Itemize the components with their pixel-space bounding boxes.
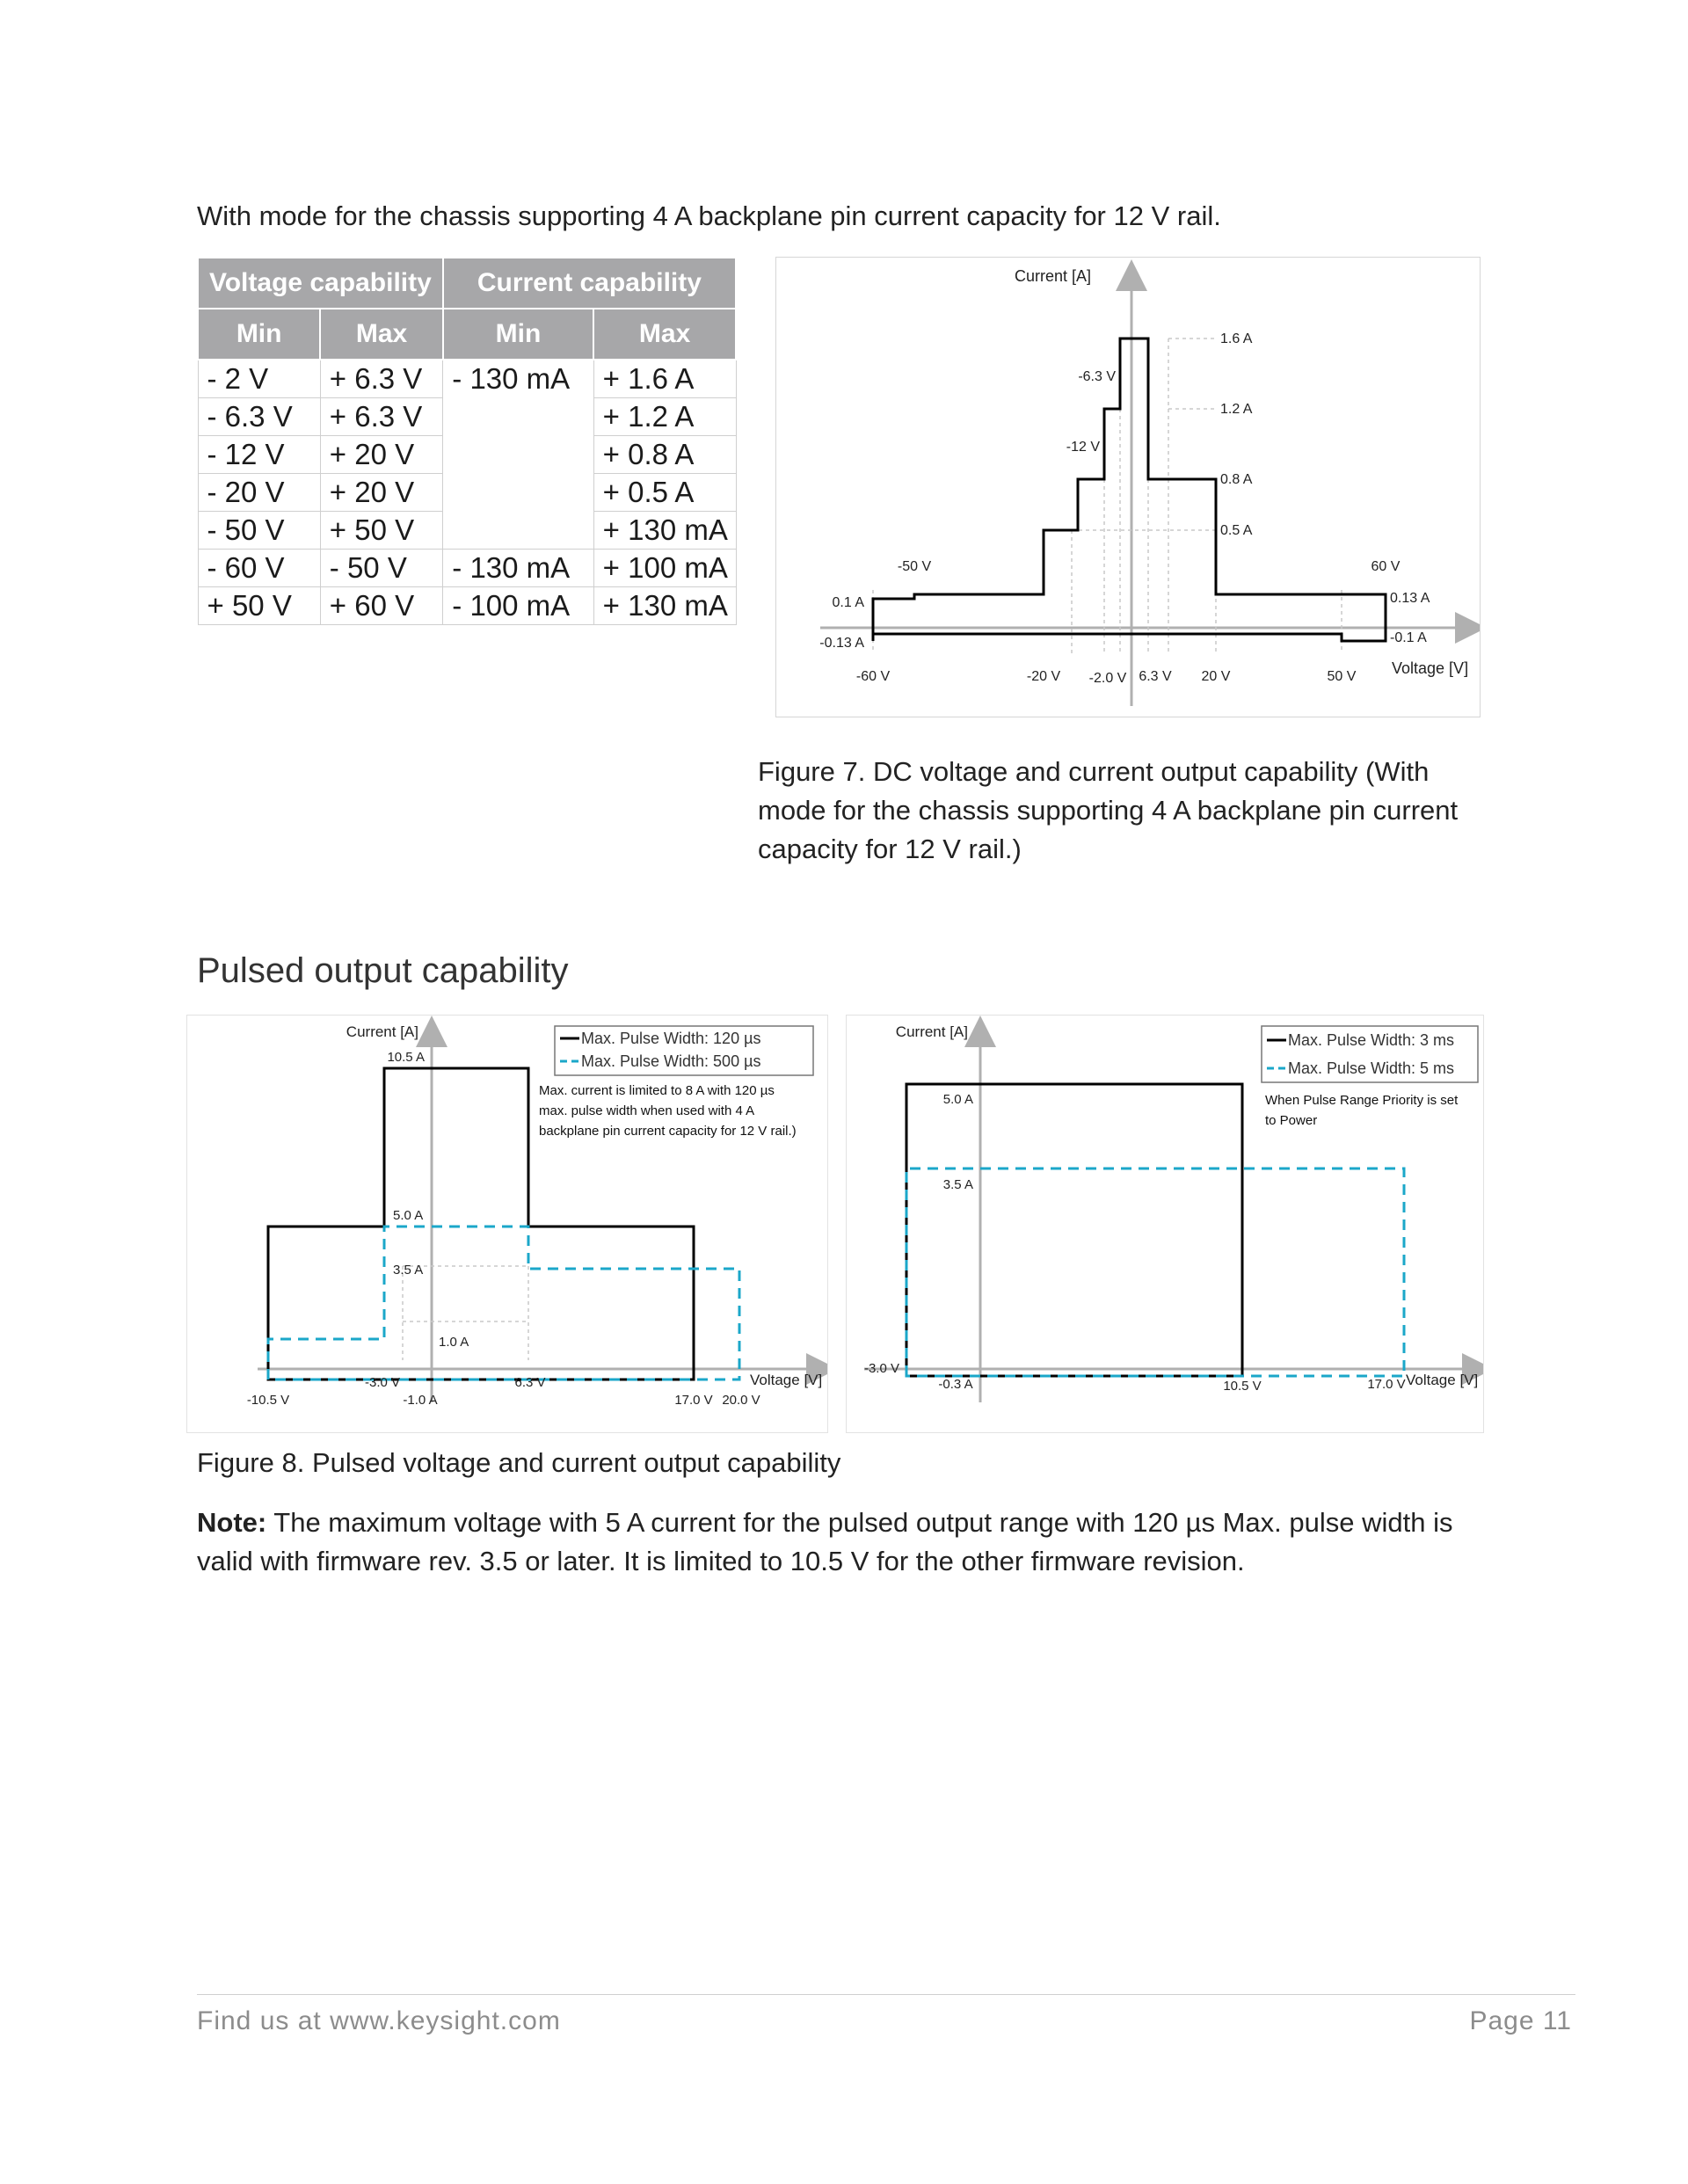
header-voltage-max: Max	[320, 309, 442, 360]
fig8a-label-17v: 17.0 V	[674, 1393, 713, 1408]
fig8a-label-neg-3v: -3.0 V	[364, 1375, 401, 1390]
fig8b-label-neg-0-3a: -0.3 A	[938, 1377, 973, 1392]
fig8a-y-axis-label: Current [A]	[346, 1023, 418, 1040]
figure-8-pulse-us	[186, 1015, 828, 1433]
table-cell: + 20 V	[320, 436, 442, 474]
fig7-label-6-3v: 6.3 V	[1139, 669, 1172, 684]
table-cell: - 20 V	[198, 474, 320, 512]
intro-text: With mode for the chassis supporting 4 A backplane pin current capacity for 12 V rail.	[197, 200, 1221, 231]
figure-7-caption: Figure 7. DC voltage and current output capability (With mode for the chassis supporting 4 A backplane pin current capacity for 12 V rail.)	[758, 756, 1459, 864]
fig7-label-60v: 60 V	[1371, 559, 1401, 574]
header-current-capability: Current capability	[443, 258, 736, 309]
fig7-label-neg-2v: -2.0 V	[1088, 671, 1127, 686]
fig8a-label-20v: 20.0 V	[722, 1393, 760, 1408]
header-current-max: Max	[593, 309, 736, 360]
table-row	[198, 436, 736, 474]
fig7-label-0-8a: 0.8 A	[1220, 472, 1253, 487]
table-cell: - 12 V	[198, 436, 320, 474]
legend-5ms: Max. Pulse Width: 5 ms	[1288, 1059, 1455, 1077]
fig7-label-neg-50v: -50 V	[897, 559, 932, 574]
table-row	[198, 360, 736, 398]
fig7-y-axis-label: Current [A]	[1014, 267, 1091, 285]
table-cell: - 6.3 V	[198, 398, 320, 436]
fig8b-label-neg-3v: -3.0 V	[863, 1361, 899, 1376]
table-cell: + 50 V	[198, 587, 320, 625]
fig7-label-0-1a: 0.1 A	[832, 595, 864, 610]
fig8b-note-line-1: When Pulse Range Priority is set	[1265, 1093, 1459, 1108]
header-voltage-min: Min	[198, 309, 320, 360]
note-text: The maximum voltage with 5 A current for the pulsed output range with 120 µs Max. pulse width is valid with firmware rev. 3.5 or later. It is limited to 10.5 V for the other firmware revision.	[197, 1507, 1453, 1576]
section-title: Pulsed output capability	[197, 951, 569, 990]
fig8b-note-line-2: to Power	[1265, 1113, 1318, 1128]
table-cell: - 130 mA	[443, 550, 593, 587]
fig7-label-neg-12v: -12 V	[1066, 440, 1100, 455]
figure-8a-diagram	[187, 1016, 827, 1432]
table-cell	[443, 398, 593, 436]
note-paragraph	[197, 1503, 1516, 1581]
fig7-label-0-5a: 0.5 A	[1220, 523, 1253, 538]
header-current-min: Min	[443, 309, 593, 360]
figure-8-pulse-ms	[846, 1015, 1484, 1433]
table-cell: - 50 V	[198, 512, 320, 550]
fig8b-label-5a: 5.0 A	[942, 1092, 973, 1107]
table-cell: + 100 mA	[593, 550, 736, 587]
fig7-label-20v: 20 V	[1201, 669, 1231, 684]
figure-7-diagram	[776, 258, 1480, 717]
fig8a-label-10-5a: 10.5 A	[387, 1050, 425, 1065]
table-row	[198, 512, 736, 550]
fig8a-note-line-3: backplane pin current capacity for 12 V rail.)	[539, 1124, 797, 1139]
fig8a-label-5a: 5.0 A	[393, 1208, 424, 1223]
footer-page-number: Page 11	[1469, 2006, 1572, 2035]
fig7-envelope	[873, 339, 1386, 641]
fig8b-solid-envelope	[906, 1084, 1242, 1376]
table-row	[198, 587, 736, 625]
table-cell: - 130 mA	[443, 360, 593, 398]
table-cell: + 1.6 A	[593, 360, 736, 398]
fig7-label-neg-0-13a: -0.13 A	[819, 636, 864, 651]
table-cell	[443, 474, 593, 512]
fig7-label-1-2a: 1.2 A	[1220, 402, 1253, 417]
figure-8b-diagram	[847, 1016, 1483, 1432]
table-cell: - 60 V	[198, 550, 320, 587]
fig8a-label-6-3v: 6.3 V	[514, 1375, 546, 1390]
table-cell: + 50 V	[320, 512, 442, 550]
table-cell: + 1.2 A	[593, 398, 736, 436]
note-label: Note:	[197, 1507, 267, 1538]
fig8b-x-axis-label: Voltage [V]	[1406, 1372, 1479, 1388]
capability-table	[197, 257, 737, 625]
fig7-label-neg-0-1a: -0.1 A	[1390, 630, 1427, 645]
table-cell: - 50 V	[320, 550, 442, 587]
legend-120us: Max. Pulse Width: 120 µs	[581, 1030, 761, 1047]
fig8a-label-3-5a: 3.5 A	[393, 1263, 424, 1278]
table-cell: + 0.8 A	[593, 436, 736, 474]
footer-divider	[197, 1994, 1575, 1995]
fig8b-y-axis-label: Current [A]	[895, 1023, 968, 1040]
table-cell: - 2 V	[198, 360, 320, 398]
fig7-label-neg-60v: -60 V	[855, 669, 891, 684]
table-cell: + 60 V	[320, 587, 442, 625]
table-cell: + 20 V	[320, 474, 442, 512]
legend-500us: Max. Pulse Width: 500 µs	[581, 1052, 761, 1070]
table-cell: + 130 mA	[593, 587, 736, 625]
table-row	[198, 474, 736, 512]
fig7-label-0-13a: 0.13 A	[1390, 591, 1430, 606]
header-voltage-capability: Voltage capability	[198, 258, 443, 309]
table-cell: + 0.5 A	[593, 474, 736, 512]
table-cell: - 100 mA	[443, 587, 593, 625]
fig7-label-neg-6-3v: -6.3 V	[1078, 369, 1116, 384]
table-cell: + 6.3 V	[320, 398, 442, 436]
table-row	[198, 550, 736, 587]
fig8b-label-10-5v: 10.5 V	[1223, 1379, 1262, 1394]
fig8a-label-neg-1a: -1.0 A	[403, 1393, 438, 1408]
fig8a-dashed-envelope	[268, 1227, 739, 1380]
table-cell: + 6.3 V	[320, 360, 442, 398]
legend-3ms: Max. Pulse Width: 3 ms	[1288, 1031, 1455, 1049]
figure-7	[775, 257, 1481, 717]
fig8a-note-line-1: Max. current is limited to 8 A with 120 µs	[539, 1083, 775, 1098]
table-row	[198, 398, 736, 436]
table-cell: + 130 mA	[593, 512, 736, 550]
fig7-label-neg-20v: -20 V	[1026, 669, 1061, 684]
fig8b-label-3-5a: 3.5 A	[942, 1177, 973, 1192]
figure-8-caption: Figure 8. Pulsed voltage and current output capability	[197, 1447, 841, 1478]
guide-lines	[873, 339, 1342, 653]
fig7-x-axis-label: Voltage [V]	[1392, 659, 1469, 677]
fig8a-label-1a: 1.0 A	[439, 1335, 469, 1350]
table-cell	[443, 436, 593, 474]
table-cell	[443, 512, 593, 550]
fig8a-note-line-2: max. pulse width when used with 4 A	[539, 1103, 755, 1118]
footer-website: Find us at www.keysight.com	[197, 2006, 561, 2035]
fig7-label-50v: 50 V	[1327, 669, 1357, 684]
fig8a-x-axis-label: Voltage [V]	[750, 1372, 823, 1388]
fig8a-label-neg-10-5v: -10.5 V	[246, 1393, 290, 1408]
fig7-label-1-6a: 1.6 A	[1220, 331, 1253, 346]
fig8b-label-17v: 17.0 V	[1367, 1377, 1406, 1392]
